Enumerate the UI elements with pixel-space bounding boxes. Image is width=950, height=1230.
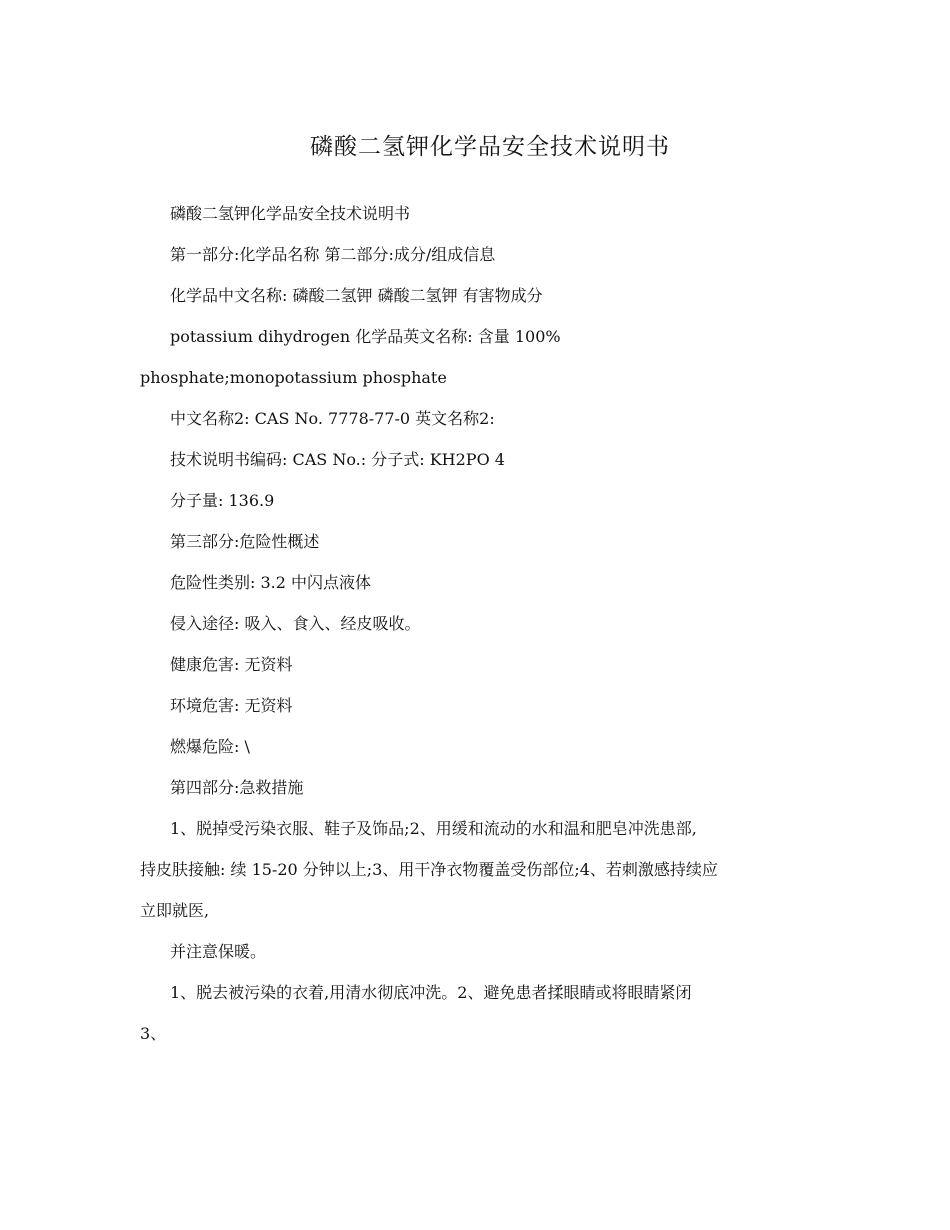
- body-line-skin-contact-3: 立即就医,: [140, 901, 210, 920]
- body-line-hazard-class: 危险性类别: 3.2 中闪点液体: [170, 573, 372, 592]
- body-line-formula: 技术说明书编码: CAS No.: 分子式: KH2PO 4: [170, 450, 505, 469]
- body-line-exposure-route: 侵入途径: 吸入、食入、经皮吸收。: [170, 614, 421, 633]
- body-line-section-4: 第四部分:急救措施: [170, 778, 304, 797]
- body-line-skin-contact-2: 持皮肤接触: 续 15-20 分钟以上;3、用干净衣物覆盖受伤部位;4、若刺激感持续应: [140, 860, 718, 879]
- body-line-molecular-weight: 分子量: 136.9: [170, 491, 275, 510]
- body-line-explosion-hazard: 燃爆危险: \: [170, 737, 250, 756]
- body-line-skin-contact-1: 1、脱掉受污染衣服、鞋子及饰品;2、用缓和流动的水和温和肥皂冲洗患部,: [170, 819, 697, 838]
- body-line-section-1-2: 第一部分:化学品名称 第二部分:成分/组成信息: [170, 245, 496, 264]
- body-line-section-3: 第三部分:危险性概述: [170, 532, 320, 551]
- body-line-chinese-name: 化学品中文名称: 磷酸二氢钾 磷酸二氢钾 有害物成分: [170, 286, 543, 305]
- body-line-cas-number: 中文名称2: CAS No. 7778-77-0 英文名称2:: [170, 409, 495, 428]
- body-line-eye-contact-2: 3、: [140, 1024, 167, 1043]
- document-title: 磷酸二氢钾化学品安全技术说明书: [310, 134, 670, 160]
- body-line-environment-hazard: 环境危害: 无资料: [170, 696, 293, 715]
- body-line-health-hazard: 健康危害: 无资料: [170, 655, 293, 674]
- body-line-eye-contact-1: 1、脱去被污染的衣着,用清水彻底冲洗。2、避免患者揉眼睛或将眼睛紧闭: [170, 983, 692, 1002]
- body-line-repeat-title: 磷酸二氢钾化学品安全技术说明书: [170, 204, 411, 223]
- body-line-english-name: potassium dihydrogen 化学品英文名称: 含量 100%: [170, 327, 561, 346]
- body-line-english-name-cont: phosphate;monopotassium phosphate: [140, 368, 447, 387]
- body-line-keep-warm: 并注意保暖。: [170, 942, 267, 961]
